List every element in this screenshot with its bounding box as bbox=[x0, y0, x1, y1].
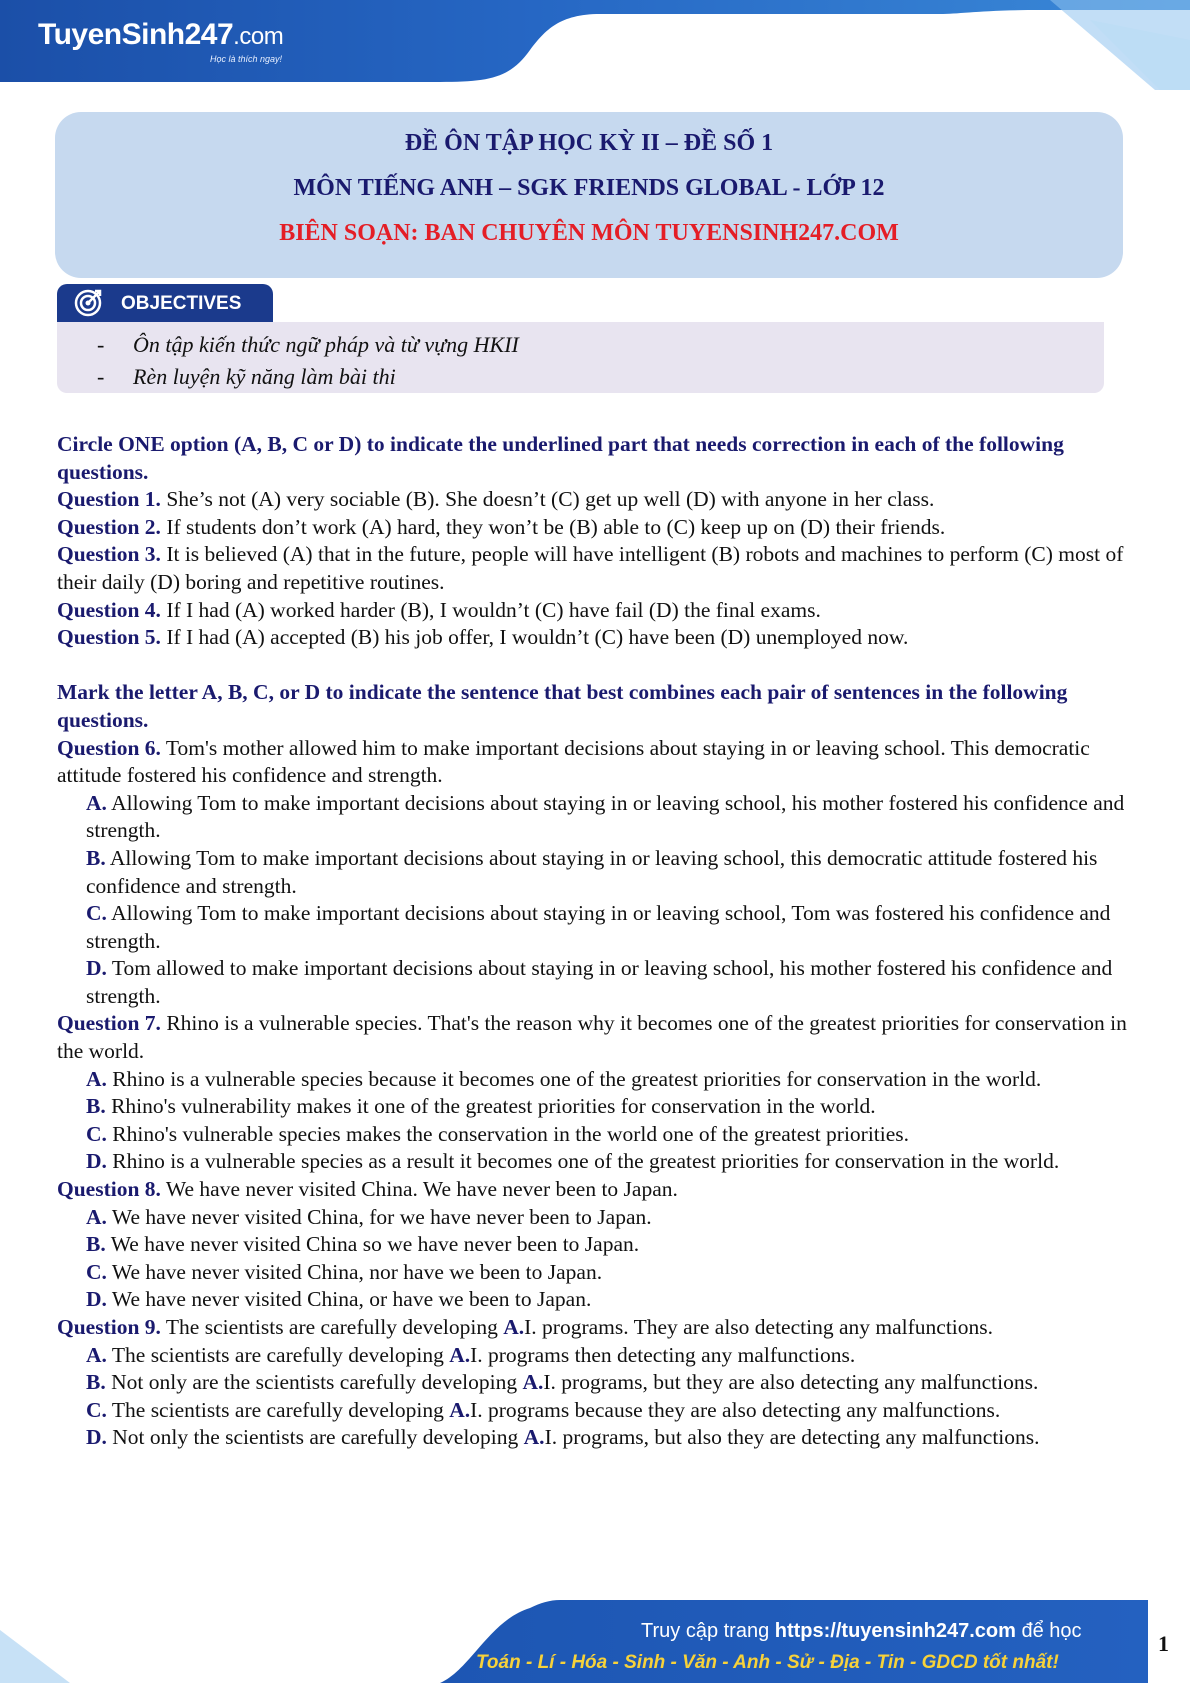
objectives-label: OBJECTIVES bbox=[121, 293, 242, 314]
option-letter: A. bbox=[86, 1204, 107, 1229]
answer-option[interactable] bbox=[57, 1204, 1133, 1232]
logo-slogan: Học là thích ngay! bbox=[210, 54, 283, 64]
question-number: Question 3. bbox=[57, 542, 161, 567]
question-number: Question 7. bbox=[57, 1011, 161, 1036]
page-number: 1 bbox=[1158, 1631, 1169, 1656]
question-7 bbox=[57, 1010, 1133, 1065]
option-text: We have never visited China, for we have never been to Japan. bbox=[106, 1204, 652, 1229]
ai-highlight: A. bbox=[503, 1315, 525, 1339]
option-letter: B. bbox=[86, 845, 106, 870]
option-letter: B. bbox=[86, 1094, 106, 1119]
option-letter: D. bbox=[86, 1287, 107, 1312]
objective-text: Ôn tập kiến thức ngữ pháp và từ vựng HKII bbox=[133, 332, 519, 357]
option-text: The scientists are carefully developing bbox=[106, 1342, 450, 1367]
question-number: Question 6. bbox=[57, 735, 161, 760]
footer-prefix: Truy cập trang bbox=[641, 1620, 775, 1642]
title-line-1: ĐỀ ÔN TẬP HỌC KỲ II – ĐỀ SỐ 1 bbox=[404, 130, 774, 156]
logo-suffix-text: .com bbox=[233, 23, 284, 50]
option-letter: A. bbox=[86, 1342, 107, 1367]
site-logo[interactable] bbox=[38, 18, 283, 52]
question-text: Tom's mother allowed him to make important decisions about staying in or leaving school. This democratic attitude fostered his confidence and strength. bbox=[57, 735, 1090, 788]
footer-link-text bbox=[641, 1620, 1082, 1643]
question-number: Question 4. bbox=[57, 597, 161, 622]
option-text: I. programs, but they are also detecting any malfunctions. bbox=[543, 1370, 1039, 1395]
option-letter: C. bbox=[86, 1259, 107, 1284]
answer-option[interactable] bbox=[57, 1231, 1133, 1259]
title-box bbox=[55, 112, 1123, 278]
question-9 bbox=[57, 1314, 1133, 1342]
section-1-instruction: Circle ONE option (A, B, C or D) to indicate the underlined part that needs correction in each of the following questions. bbox=[57, 432, 1064, 484]
answer-option[interactable] bbox=[57, 1397, 1133, 1425]
question-8 bbox=[57, 1176, 1133, 1204]
question-number: Question 9. bbox=[57, 1315, 161, 1339]
question-number: Question 1. bbox=[57, 487, 161, 512]
logo-main-text: TuyenSinh247 bbox=[38, 18, 234, 51]
option-letter: C. bbox=[86, 1397, 107, 1422]
ai-highlight: A. bbox=[522, 1370, 544, 1395]
option-text: Allowing Tom to make important decisions about staying in or leaving school, Tom was fostered his confidence and strength. bbox=[86, 901, 1111, 953]
question-text: The scientists are carefully developing bbox=[160, 1315, 504, 1339]
option-text: Allowing Tom to make important decisions about staying in or leaving school, this democratic attitude fostered his confidence and strength. bbox=[86, 845, 1098, 898]
question-text: She’s not (A) very sociable (B). She doesn’t (C) get up well (D) with anyone in her class. bbox=[160, 487, 935, 512]
objective-dash: - bbox=[97, 332, 105, 357]
question-4 bbox=[57, 597, 1133, 625]
option-text: Not only the scientists are carefully developing bbox=[106, 1425, 524, 1450]
ai-highlight: A. bbox=[449, 1397, 471, 1422]
option-text: Tom allowed to make important decisions about staying in or leaving school, his mother fostered his confidence and strength. bbox=[86, 956, 1113, 1008]
answer-option[interactable] bbox=[57, 955, 1133, 1010]
option-letter: C. bbox=[86, 1121, 107, 1146]
option-text: I. programs because they are also detecting any malfunctions. bbox=[470, 1397, 1001, 1422]
objectives-tab bbox=[57, 284, 273, 322]
question-number: Question 2. bbox=[57, 514, 161, 539]
title-line-3: BIÊN SOẠN: BAN CHUYÊN MÔN TUYENSINH247.COM bbox=[279, 220, 899, 246]
section-spacer bbox=[57, 652, 1133, 680]
question-2 bbox=[57, 514, 1133, 542]
option-text: We have never visited China so we have never been to Japan. bbox=[105, 1232, 640, 1257]
answer-option[interactable] bbox=[57, 1286, 1133, 1314]
question-5 bbox=[57, 624, 1133, 652]
option-text: Rhino is a vulnerable species because it becomes one of the greatest priorities for conservation in the world. bbox=[106, 1066, 1042, 1091]
option-letter: D. bbox=[86, 1425, 107, 1450]
answer-option[interactable] bbox=[57, 1424, 1133, 1452]
option-text: The scientists are carefully developing bbox=[106, 1397, 450, 1422]
option-letter: C. bbox=[86, 901, 107, 926]
question-3 bbox=[57, 541, 1133, 596]
answer-option[interactable] bbox=[57, 1342, 1133, 1370]
option-text: We have never visited China, or have we been to Japan. bbox=[106, 1287, 592, 1312]
option-letter: B. bbox=[86, 1370, 106, 1395]
footer-suffix: để học bbox=[1015, 1620, 1082, 1642]
option-text: Not only are the scientists carefully developing bbox=[105, 1370, 523, 1395]
exercise-content bbox=[57, 431, 1133, 1452]
objective-dash: - bbox=[97, 364, 105, 389]
ai-highlight: A. bbox=[523, 1425, 545, 1450]
question-number: Question 5. bbox=[57, 625, 161, 650]
section-2-instruction: Mark the letter A, B, C, or D to indicate the sentence that best combines each pair of sentences in the following questions. bbox=[57, 680, 1068, 732]
option-text: I. programs then detecting any malfunctions. bbox=[470, 1342, 856, 1367]
footer-subjects: Toán - Lí - Hóa - Sinh - Văn - Anh - Sử - Địa - Tin - GDCD tốt nhất! bbox=[476, 1652, 1059, 1673]
question-text: If students don’t work (A) hard, they won’t be (B) able to (C) keep up on (D) their friends. bbox=[160, 514, 946, 539]
answer-option[interactable] bbox=[57, 1093, 1133, 1121]
option-letter: A. bbox=[86, 790, 107, 815]
answer-option[interactable] bbox=[57, 790, 1133, 845]
question-text: If I had (A) worked harder (B), I wouldn’t (C) have fail (D) the final exams. bbox=[160, 597, 821, 622]
question-1 bbox=[57, 486, 1133, 514]
answer-option[interactable] bbox=[57, 845, 1133, 900]
answer-option[interactable] bbox=[57, 1148, 1133, 1176]
answer-option[interactable] bbox=[57, 900, 1133, 955]
objectives-box bbox=[57, 322, 1104, 393]
answer-option[interactable] bbox=[57, 1259, 1133, 1287]
question-text: Rhino is a vulnerable species. That's the reason why it becomes one of the greatest priorities for conservation in the world. bbox=[57, 1011, 1127, 1064]
option-text: Rhino's vulnerability makes it one of the greatest priorities for conservation in the world. bbox=[105, 1094, 876, 1119]
footer-url-link[interactable]: https://tuyensinh247.com bbox=[774, 1620, 1016, 1642]
question-text: I. programs. They are also detecting any malfunctions. bbox=[524, 1315, 994, 1339]
option-letter: B. bbox=[86, 1232, 106, 1257]
option-text: We have never visited China, nor have we been to Japan. bbox=[106, 1259, 603, 1284]
answer-option[interactable] bbox=[57, 1369, 1133, 1397]
question-number: Question 8. bbox=[57, 1177, 161, 1202]
answer-option[interactable] bbox=[57, 1121, 1133, 1149]
option-text: I. programs, but also they are detecting any malfunctions. bbox=[544, 1425, 1040, 1450]
question-text: If I had (A) accepted (B) his job offer, I wouldn’t (C) have been (D) unemployed now. bbox=[160, 625, 909, 650]
option-text: Allowing Tom to make important decisions about staying in or leaving school, his mother fostered his confidence and strength. bbox=[86, 790, 1125, 843]
title-line-2: MÔN TIẾNG ANH – SGK FRIENDS GLOBAL - LỚP 12 bbox=[293, 175, 885, 201]
answer-option[interactable] bbox=[57, 1066, 1133, 1094]
ai-highlight: A. bbox=[449, 1342, 471, 1367]
option-text: Rhino's vulnerable species makes the conservation in the world one of the greatest priorities. bbox=[106, 1121, 910, 1146]
objective-text: Rèn luyện kỹ năng làm bài thi bbox=[133, 364, 396, 389]
question-6 bbox=[57, 735, 1133, 790]
option-letter: D. bbox=[86, 956, 107, 981]
target-icon bbox=[73, 288, 103, 318]
option-letter: D. bbox=[86, 1149, 107, 1174]
option-letter: A. bbox=[86, 1066, 107, 1091]
option-text: Rhino is a vulnerable species as a result it becomes one of the greatest priorities for conservation in the world. bbox=[106, 1149, 1060, 1174]
question-text: It is believed (A) that in the future, people will have intelligent (B) robots and machines to perform (C) most of their daily (D) boring and repetitive routines. bbox=[57, 542, 1124, 594]
question-text: We have never visited China. We have never been to Japan. bbox=[160, 1177, 678, 1202]
